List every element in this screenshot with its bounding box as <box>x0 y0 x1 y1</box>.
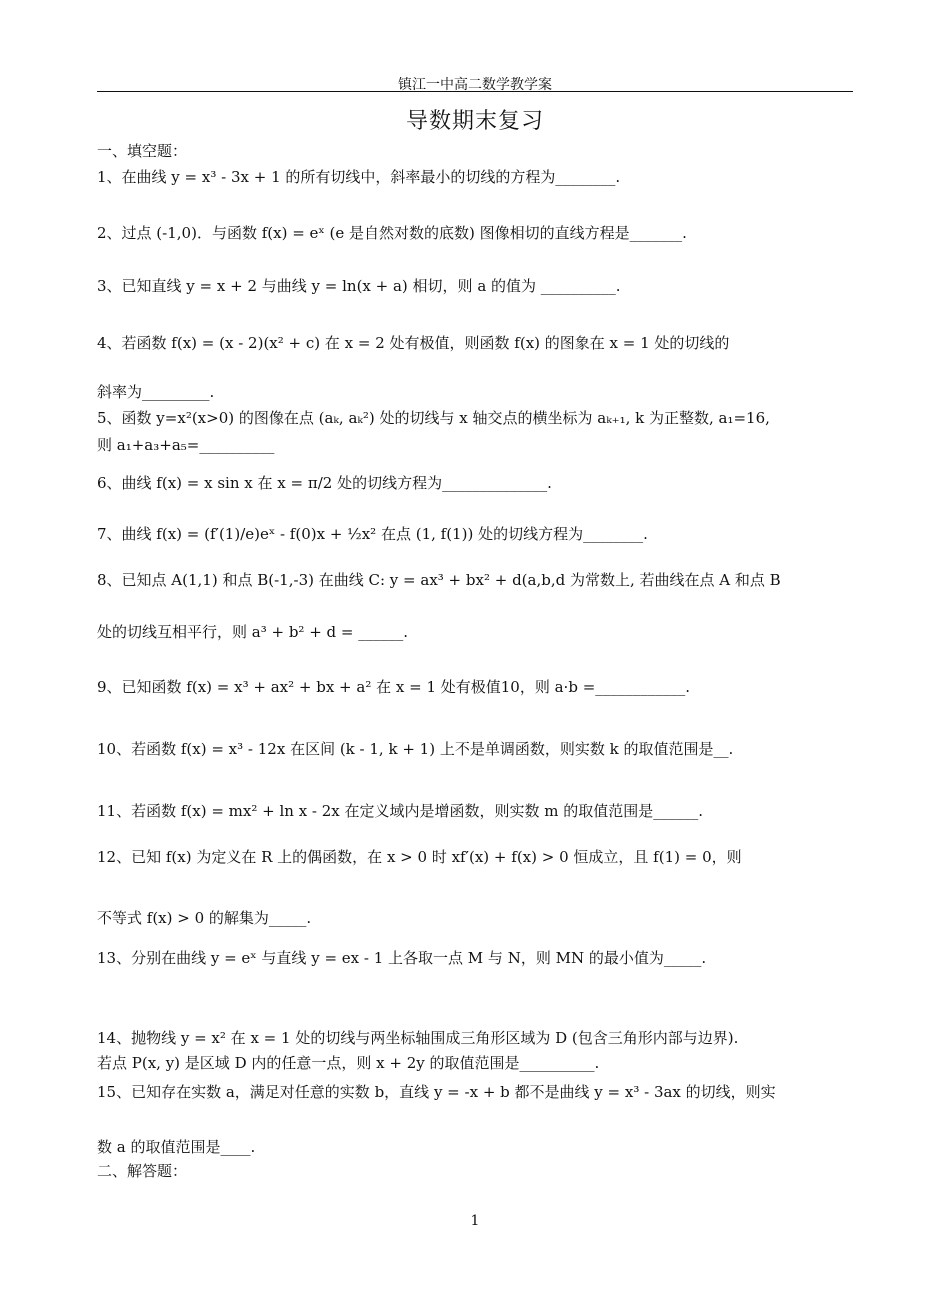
question-15-continued: 数 a 的取值范围是____. <box>97 1138 256 1156</box>
question-6: 6、曲线 f(x) = x sin x 在 x = π/2 处的切线方程为______________. <box>97 474 552 492</box>
question-14: 14、抛物线 y = x² 在 x = 1 处的切线与两坐标轴围成三角形区域为 D (包含三角形内部与边界). <box>97 1029 739 1047</box>
question-11: 11、若函数 f(x) = mx² + ln x - 2x 在定义域内是增函数，则实数 m 的取值范围是______. <box>97 802 704 820</box>
question-5-continued: 则 a₁+a₃+a₅=__________ <box>97 436 275 454</box>
question-15: 15、已知存在实数 a，满足对任意的实数 b，直线 y = -x + b 都不是曲线 y = x³ - 3ax 的切线，则实 <box>97 1083 776 1101</box>
question-1: 1、在曲线 y = x³ - 3x + 1 的所有切线中，斜率最小的切线的方程为________. <box>97 168 621 186</box>
section-solve: 二、解答题： <box>97 1162 188 1180</box>
question-7: 7、曲线 f(x) = (f′(1)/e)eˣ - f(0)x + ½x² 在点 (1, f(1)) 处的切线方程为________. <box>97 525 648 543</box>
question-4-continued: 斜率为_________. <box>97 383 215 401</box>
page-number: 1 <box>470 1213 480 1229</box>
question-14-continued: 若点 P(x, y) 是区域 D 内的任意一点，则 x + 2y 的取值范围是__________. <box>97 1054 600 1072</box>
question-10: 10、若函数 f(x) = x³ - 12x 在区间 (k - 1, k + 1) 上不是单调函数，则实数 k 的取值范围是__. <box>97 740 734 758</box>
question-4: 4、若函数 f(x) = (x - 2)(x² + c) 在 x = 2 处有极值，则函数 f(x) 的图象在 x = 1 处的切线的 <box>97 334 730 352</box>
question-12: 12、已知 f(x) 为定义在 R 上的偶函数，在 x > 0 时 xf′(x) + f(x) > 0 恒成立，且 f(1) = 0，则 <box>97 848 742 866</box>
question-3: 3、已知直线 y = x + 2 与曲线 y = ln(x + a) 相切，则 a 的值为 __________. <box>97 277 621 295</box>
question-8-continued: 处的切线互相平行，则 a³ + b² + d = ______. <box>97 623 409 641</box>
question-2: 2、过点 (-1,0)．与函数 f(x) = eˣ (e 是自然对数的底数) 图像相切的直线方程是_______. <box>97 224 687 242</box>
page-title: 导数期末复习 <box>405 109 544 134</box>
section-fill-in: 一、填空题： <box>97 142 188 160</box>
question-9: 9、已知函数 f(x) = x³ + ax² + bx + a² 在 x = 1 处有极值10，则 a·b =____________. <box>97 678 691 696</box>
question-5: 5、函数 y=x²(x>0) 的图像在点 (aₖ, aₖ²) 处的切线与 x 轴交点的横坐标为 aₖ₊₁, k 为正整数, a₁=16, <box>97 409 770 427</box>
question-8: 8、已知点 A(1,1) 和点 B(-1,-3) 在曲线 C: y = ax³ + bx² + d(a,b,d 为常数上, 若曲线在点 A 和点 B <box>97 571 781 589</box>
header-rule <box>97 91 853 92</box>
question-12-continued: 不等式 f(x) > 0 的解集为_____. <box>97 909 312 927</box>
question-13: 13、分别在曲线 y = eˣ 与直线 y = ex - 1 上各取一点 M 与 N，则 MN 的最小值为_____. <box>97 949 707 967</box>
page-header: 镇江一中高二数学教学案 <box>398 77 552 93</box>
